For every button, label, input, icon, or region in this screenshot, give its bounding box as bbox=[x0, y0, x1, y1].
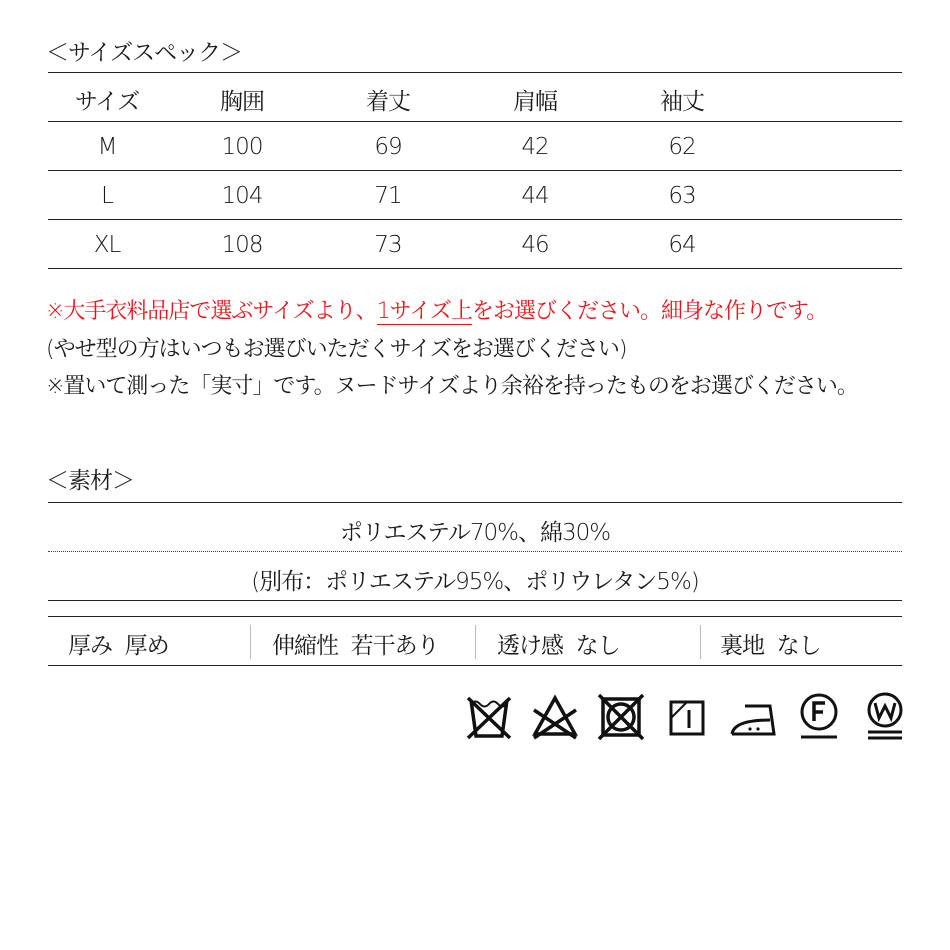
divider bbox=[48, 268, 902, 269]
size-note-2: (やせ型の方はいつもお選びいただくサイズをお選びください) bbox=[46, 337, 627, 362]
header-cell: 肩幅 bbox=[513, 89, 557, 115]
attribute-label: 伸縮性 bbox=[272, 633, 338, 659]
table-cell: 73 bbox=[374, 232, 402, 258]
attribute-value: 若干あり bbox=[350, 633, 439, 659]
attribute-value: なし bbox=[575, 633, 620, 659]
table-cell: 108 bbox=[221, 232, 263, 258]
no-tumble-dry-icon bbox=[596, 690, 646, 742]
attribute-label: 透け感 bbox=[497, 633, 563, 659]
table-cell: 46 bbox=[521, 232, 549, 258]
header-cell: 胸囲 bbox=[220, 89, 264, 115]
attribute-thickness bbox=[68, 627, 169, 660]
table-cell: M bbox=[97, 134, 117, 160]
material-sub: (別布：ポリエステル95%、ポリウレタン5%) bbox=[251, 569, 699, 595]
table-cell: L bbox=[101, 183, 113, 209]
column-divider bbox=[475, 625, 476, 659]
no-wash-icon bbox=[464, 690, 514, 742]
attribute-value: 厚め bbox=[124, 633, 169, 659]
header-cell: 着丈 bbox=[366, 89, 410, 115]
column-divider bbox=[250, 625, 251, 659]
dotted-divider bbox=[48, 551, 902, 552]
dry-clean-f-icon bbox=[794, 690, 844, 742]
no-bleach-icon bbox=[530, 690, 580, 742]
iron-medium-icon bbox=[728, 690, 778, 742]
table-cell: 100 bbox=[221, 134, 263, 160]
divider bbox=[48, 121, 902, 122]
size-spec-title: ＜サイズスペック＞ bbox=[46, 40, 243, 66]
table-cell: 104 bbox=[221, 183, 263, 209]
attribute-label: 裏地 bbox=[720, 633, 764, 659]
table-cell: 71 bbox=[374, 183, 402, 209]
note-text: ※大手衣料品店で選ぶサイズより、 bbox=[46, 299, 377, 324]
note-text: をお選びください。細身な作りです。 bbox=[471, 299, 828, 324]
divider bbox=[48, 170, 902, 171]
material-main: ポリエステル70%、綿30% bbox=[339, 520, 611, 546]
attribute-sheerness bbox=[497, 627, 620, 660]
column-divider bbox=[700, 625, 701, 659]
wet-clean-w-icon bbox=[860, 690, 910, 742]
attribute-lining bbox=[720, 627, 821, 660]
table-cell: 63 bbox=[668, 183, 696, 209]
header-cell: 袖丈 bbox=[660, 89, 704, 115]
header-cell: サイズ bbox=[74, 89, 140, 115]
divider bbox=[48, 665, 902, 666]
divider bbox=[48, 600, 902, 601]
note-underlined: 1サイズ上 bbox=[376, 299, 472, 324]
table-cell: 42 bbox=[521, 134, 549, 160]
attribute-label: 厚み bbox=[68, 633, 112, 659]
divider bbox=[48, 72, 902, 73]
size-note-red bbox=[46, 294, 827, 325]
table-cell: 44 bbox=[521, 183, 549, 209]
divider bbox=[48, 616, 902, 617]
table-cell: 62 bbox=[668, 134, 696, 160]
attribute-stretch bbox=[272, 627, 439, 660]
divider bbox=[48, 502, 902, 503]
attribute-value: なし bbox=[776, 633, 821, 659]
divider bbox=[48, 219, 902, 220]
table-cell: 64 bbox=[668, 232, 696, 258]
table-cell: XL bbox=[93, 232, 121, 258]
line-dry-shade-icon bbox=[662, 690, 712, 742]
size-note-3: ※置いて測った「実寸」です。ヌードサイズより余裕を持ったものをお選びください。 bbox=[46, 374, 858, 399]
material-title: ＜素材＞ bbox=[46, 468, 134, 494]
table-cell: 69 bbox=[374, 134, 402, 160]
